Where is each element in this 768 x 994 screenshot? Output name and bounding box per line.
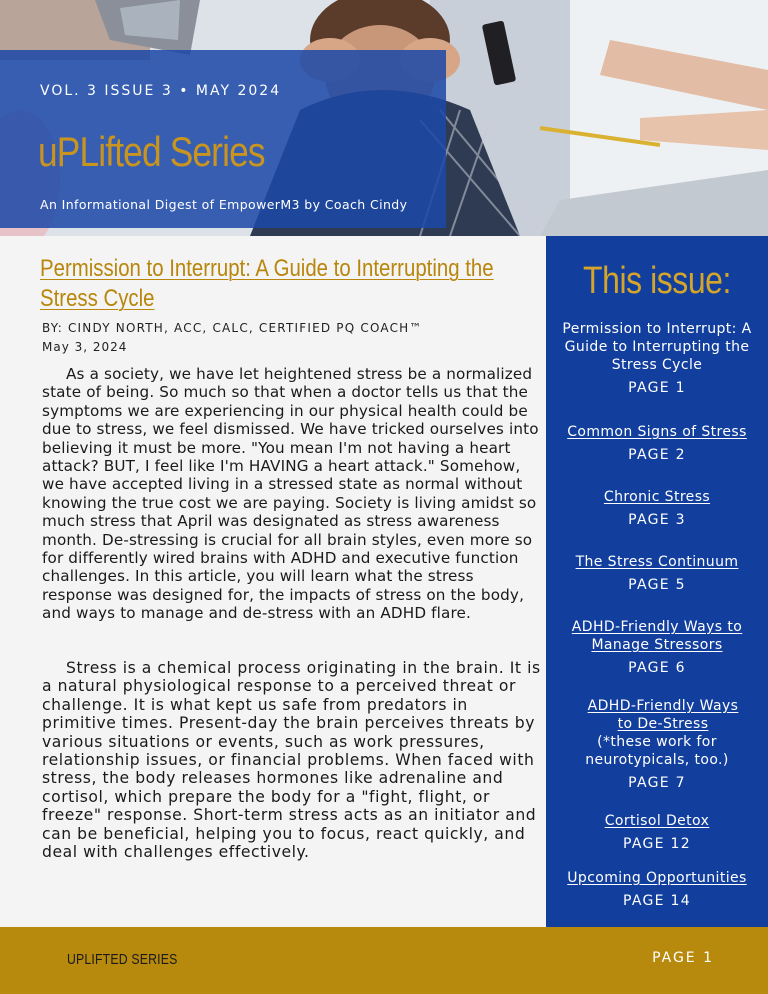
toc-page-number: PAGE 14: [623, 893, 691, 909]
toc-item: [546, 697, 768, 792]
toc-item: [546, 553, 768, 594]
footer-page-number: PAGE 1: [652, 950, 714, 966]
toc-link[interactable]: Cortisol Detox: [604, 813, 710, 829]
toc-link[interactable]: ADHD-Friendly Ways to Manage Stressors: [571, 619, 743, 653]
toc-page-number: PAGE 12: [623, 836, 691, 852]
article-date: May 3, 2024: [42, 340, 128, 354]
toc-link[interactable]: The Stress Continuum: [575, 554, 739, 570]
toc-link[interactable]: Permission to Interrupt: A Guide to Interrupting the Stress Cycle: [562, 321, 752, 373]
toc-link[interactable]: Upcoming Opportunities: [567, 870, 747, 886]
toc-page-number: PAGE 7: [628, 775, 686, 791]
series-title: uPLifted Series: [38, 128, 265, 175]
article-title[interactable]: Permission to Interrupt: A Guide to Interrupting the Stress Cycle: [40, 255, 494, 312]
toc-page-number: PAGE 6: [628, 660, 686, 676]
toc-item: [546, 618, 768, 677]
toc-page-number: PAGE 5: [628, 577, 686, 593]
toc-item: [546, 320, 768, 397]
masthead-banner: [0, 50, 446, 228]
toc-page-number: PAGE 2: [628, 447, 686, 463]
tagline: An Informational Digest of EmpowerM3 by Coach Cindy: [40, 197, 408, 212]
article-paragraph: As a society, we have let heightened stress be a normalized state of being. So much so that when a doctor tells us that the symptoms we are experiencing in our physical health could be due to stress, we feel dismissed. We have tricked ourselves into believing it must be more. "You mean I'm not having a heart attack? BUT, I feel like I'm HAVING a heart attack." Somehow, we have accepted living in a stressed state as normal without knowing the true cost we are paying. Society is living amidst so much stress that April was designated as stress awareness month. De-stressing is crucial for all brain styles, even more so for differently wired brains with ADHD and executive function challenges. In this article, you will learn what the stress response was designed for, the impacts of stress on the body, and ways to manage and de-stress with an ADHD flare.: [42, 365, 539, 623]
footer-title: UPLIFTED SERIES: [67, 951, 178, 968]
toc-link[interactable]: ADHD-Friendly Ways to De-Stress: [587, 698, 739, 732]
article-paragraph: Stress is a chemical process originating in the brain. It is a natural physiological response to a perceived threat or challenge. It is what kept us safe from predators in primitive times. Present-day the brain perceives threats by various situations or events, such as work pressures, relationship issues, or financial problems. When faced with stress, the body releases hormones like adrenaline and cortisol, which prepare the body for a "fight, flight, or freeze" response. Short-term stress acts as an initiator and can be beneficial, helping you to focus, react quickly, and deal with challenges effectively.: [42, 659, 541, 862]
toc-link[interactable]: Common Signs of Stress: [567, 424, 747, 440]
byline: BY: CINDY NORTH, ACC, CALC, CERTIFIED PQ COACH™: [42, 321, 423, 335]
footer-bar: [0, 927, 768, 994]
toc-item: [546, 869, 768, 910]
toc-item: [546, 423, 768, 464]
toc-page-number: PAGE 1: [628, 380, 686, 396]
toc-heading: This issue:: [583, 260, 731, 302]
toc-link[interactable]: Chronic Stress: [603, 489, 711, 505]
toc-page-number: PAGE 3: [628, 512, 686, 528]
toc-note: (*these work for neurotypicals, too.): [585, 734, 729, 768]
main-article: [0, 236, 546, 927]
table-of-contents: [546, 236, 768, 927]
toc-item: [546, 488, 768, 529]
header-photo: [0, 0, 768, 236]
toc-item: [546, 812, 768, 853]
issue-info: VOL. 3 ISSUE 3 • MAY 2024: [40, 83, 282, 99]
